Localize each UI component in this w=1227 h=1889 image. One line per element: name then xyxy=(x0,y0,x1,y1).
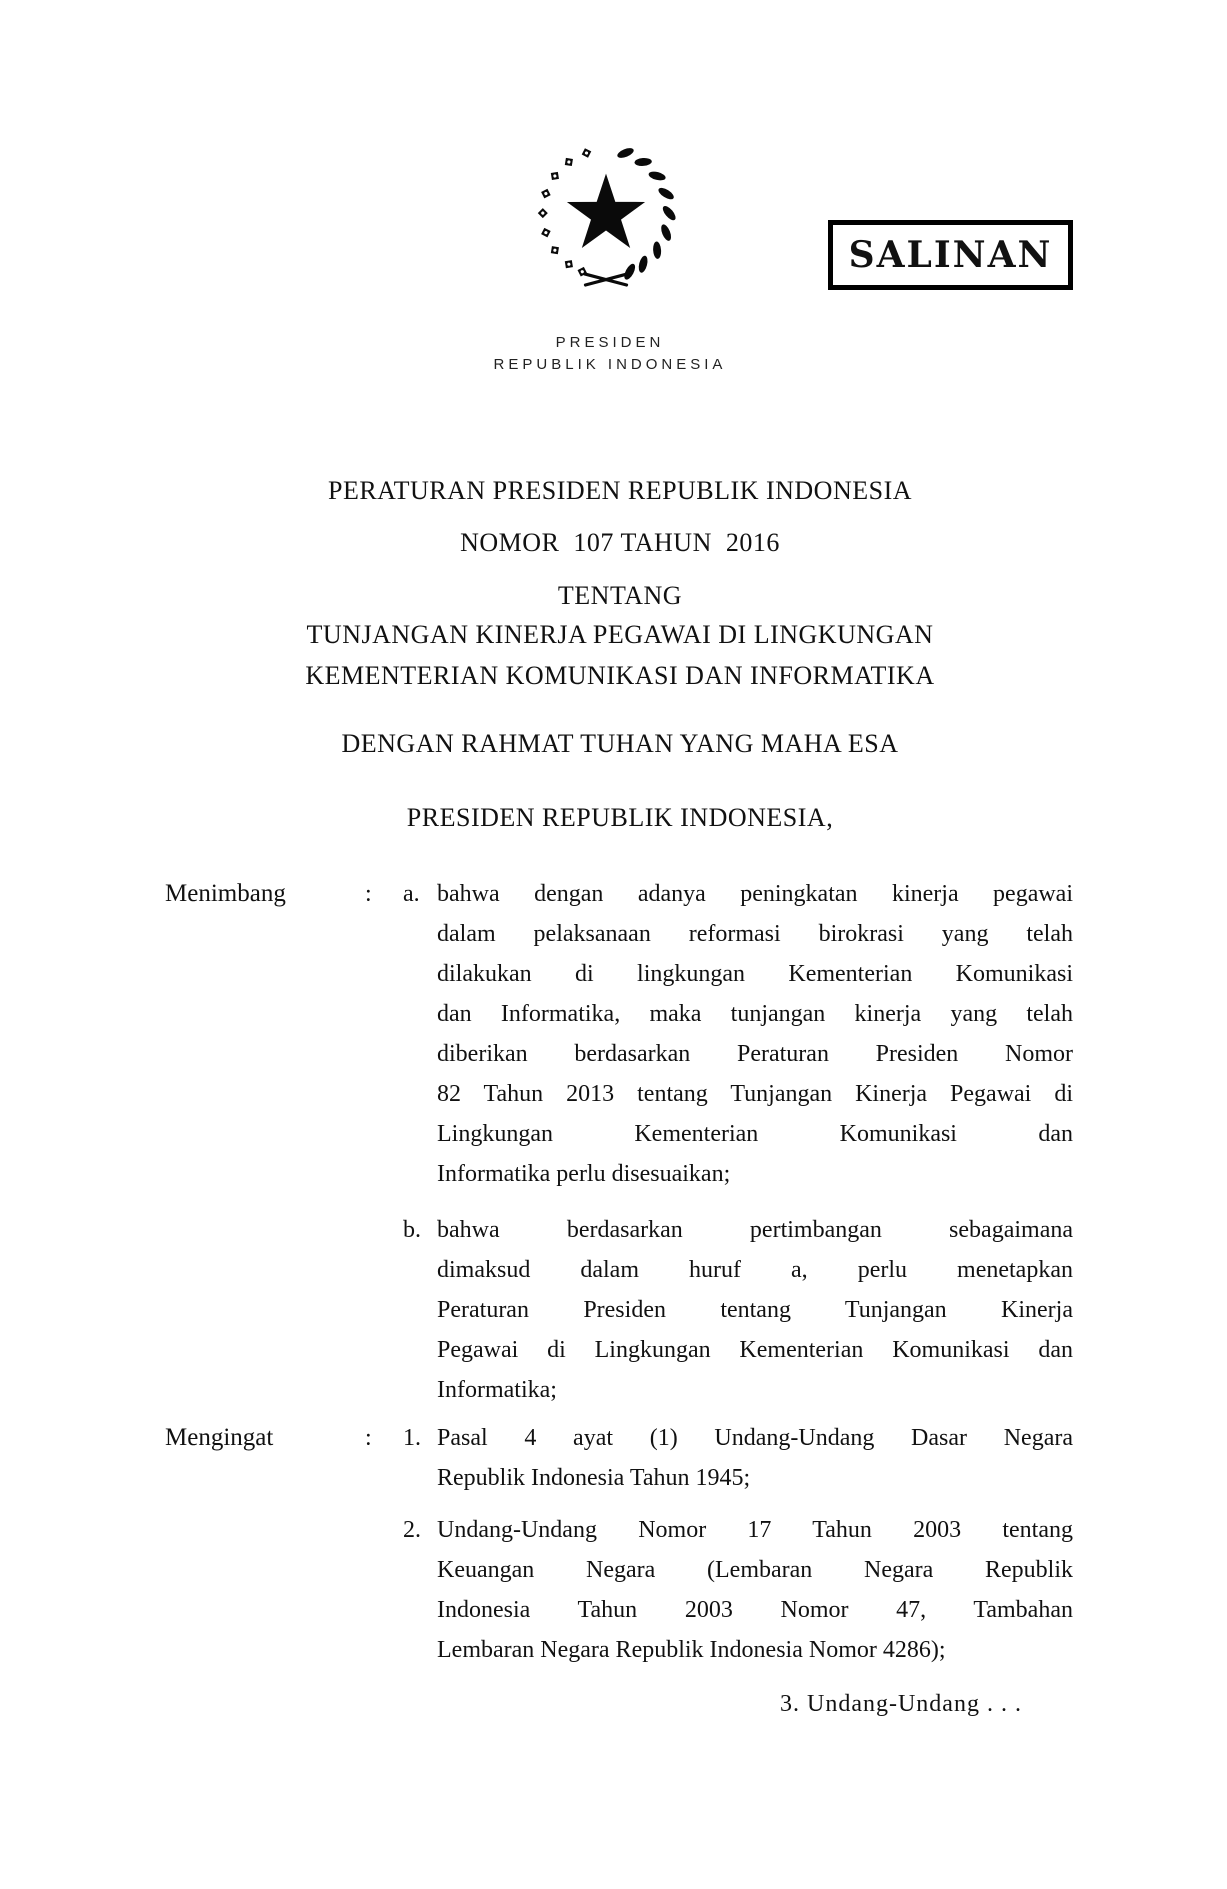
text-line: bahwa dengan adanya peningkatan kinerja pegawai xyxy=(437,881,1073,907)
item-marker: 2. xyxy=(403,1517,421,1543)
menimbang-items xyxy=(403,874,1073,1410)
text-line: Undang-Undang Nomor 17 Tahun 2003 tentang xyxy=(437,1517,1073,1543)
text-line: dan Informatika, maka tunjangan kinerja yang telah xyxy=(437,1001,1073,1027)
presidential-seal-icon xyxy=(527,142,685,300)
text-line: Informatika perlu disesuaikan; xyxy=(437,1161,731,1187)
item-marker: b. xyxy=(403,1217,421,1243)
title-line-tentang: TENTANG xyxy=(557,581,683,610)
text-line: diberikan berdasarkan Peraturan Presiden Nomor xyxy=(437,1041,1073,1067)
title-line-1: PERATURAN PRESIDEN REPUBLIK INDONESIA xyxy=(327,476,913,505)
menimbang-label: Menimbang xyxy=(165,880,286,907)
salinan-label: SALINAN xyxy=(848,234,1053,276)
salinan-stamp xyxy=(828,220,1073,290)
authority-line: PRESIDEN REPUBLIK INDONESIA, xyxy=(406,803,834,832)
item-marker: 1. xyxy=(403,1425,421,1451)
mengingat-colon: : xyxy=(365,1425,372,1451)
stems-icon xyxy=(585,274,628,285)
title-line-nomor: NOMOR 107 TAHUN 2016 xyxy=(460,528,780,557)
letterhead xyxy=(310,332,910,376)
item-marker: a. xyxy=(403,881,420,907)
title-line-4: TUNJANGAN KINERJA PEGAWAI DI LINGKUNGAN xyxy=(306,620,934,649)
letterhead-republik-indonesia: REPUBLIK INDONESIA xyxy=(493,356,727,373)
star-icon xyxy=(567,174,645,248)
menimbang-section xyxy=(165,874,1073,1410)
text-line: Lembaran Negara Republik Indonesia Nomor 4286); xyxy=(437,1637,946,1663)
text-line: Indonesia Tahun 2003 Nomor 47, Tambahan xyxy=(437,1597,1073,1623)
mengingat-label: Mengingat xyxy=(165,1424,274,1451)
text-line: Republik Indonesia Tahun 1945; xyxy=(437,1465,751,1491)
text-line: Informatika; xyxy=(437,1377,557,1403)
letterhead-presiden: PRESIDEN xyxy=(555,334,665,351)
text-line: Pasal 4 ayat (1) Undang-Undang Dasar Negara xyxy=(437,1425,1073,1451)
text-line: Lingkungan Kementerian Komunikasi dan xyxy=(437,1121,1073,1147)
mengingat-item-1 xyxy=(403,1418,1073,1498)
text-line: 82 Tahun 2013 tentang Tunjangan Kinerja Pegawai di xyxy=(437,1081,1073,1107)
menimbang-colon: : xyxy=(365,881,372,907)
menimbang-item-b xyxy=(403,1210,1073,1410)
text-line: Peraturan Presiden tentang Tunjangan Kinerja xyxy=(437,1297,1073,1323)
catchword-line: 3. Undang-Undang . . . xyxy=(780,1691,1022,1717)
text-line: dimaksud dalam huruf a, perlu menetapkan xyxy=(437,1257,1073,1283)
menimbang-item-a xyxy=(403,874,1073,1194)
title-line-5: KEMENTERIAN KOMUNIKASI DAN INFORMATIKA xyxy=(305,661,935,690)
text-line: Keuangan Negara (Lembaran Negara Republik xyxy=(437,1557,1073,1583)
mengingat-section xyxy=(165,1418,1073,1670)
text-line: dilakukan di lingkungan Kementerian Komunikasi xyxy=(437,961,1073,987)
text-line: Pegawai di Lingkungan Kementerian Komunikasi dan xyxy=(437,1337,1073,1363)
text-line: dalam pelaksanaan reformasi birokrasi yang telah xyxy=(437,921,1073,947)
invocation-line: DENGAN RAHMAT TUHAN YANG MAHA ESA xyxy=(341,729,899,758)
mengingat-items xyxy=(403,1418,1073,1670)
text-line: bahwa berdasarkan pertimbangan sebagaimana xyxy=(437,1217,1073,1243)
mengingat-item-2 xyxy=(403,1510,1073,1670)
